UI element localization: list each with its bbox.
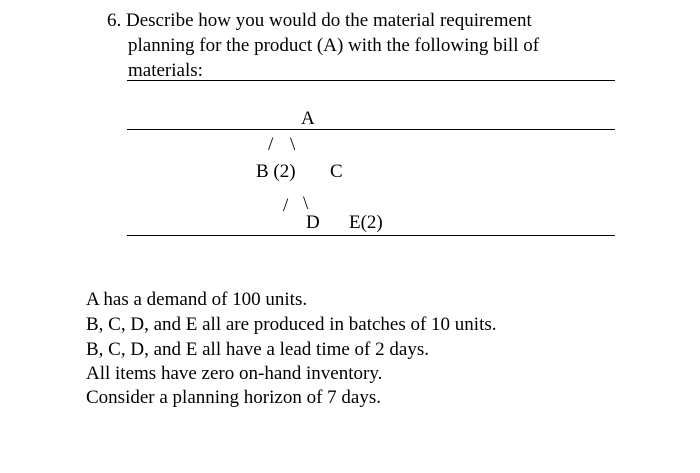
question-line-3: materials: (128, 60, 203, 81)
bom-node-a: A (301, 108, 315, 129)
bom-node-d: D (306, 212, 320, 233)
divider-top (127, 80, 615, 81)
divider-middle (127, 129, 615, 130)
condition-inventory: All items have zero on-hand inventory. (86, 363, 383, 384)
condition-horizon: Consider a planning horizon of 7 days. (86, 387, 381, 408)
bom-node-b: B (2) (256, 161, 296, 182)
bom-branch-b-to-d: / (283, 195, 289, 216)
bom-node-e: E(2) (349, 212, 383, 233)
condition-demand: A has a demand of 100 units. (86, 289, 308, 310)
divider-bottom (127, 235, 615, 236)
question-line-1: 6. Describe how you would do the material requirement (107, 10, 532, 31)
bom-branch-b-to-e: \ (303, 193, 309, 214)
bom-node-c: C (330, 161, 343, 182)
bom-branch-a-to-c: \ (290, 134, 296, 155)
question-line-2: planning for the product (A) with the following bill of (128, 35, 540, 56)
condition-lead-time: B, C, D, and E all have a lead time of 2 days. (86, 339, 429, 360)
bom-branch-a-to-b: / (268, 134, 274, 155)
condition-batch-size: B, C, D, and E all are produced in batches of 10 units. (86, 314, 497, 335)
